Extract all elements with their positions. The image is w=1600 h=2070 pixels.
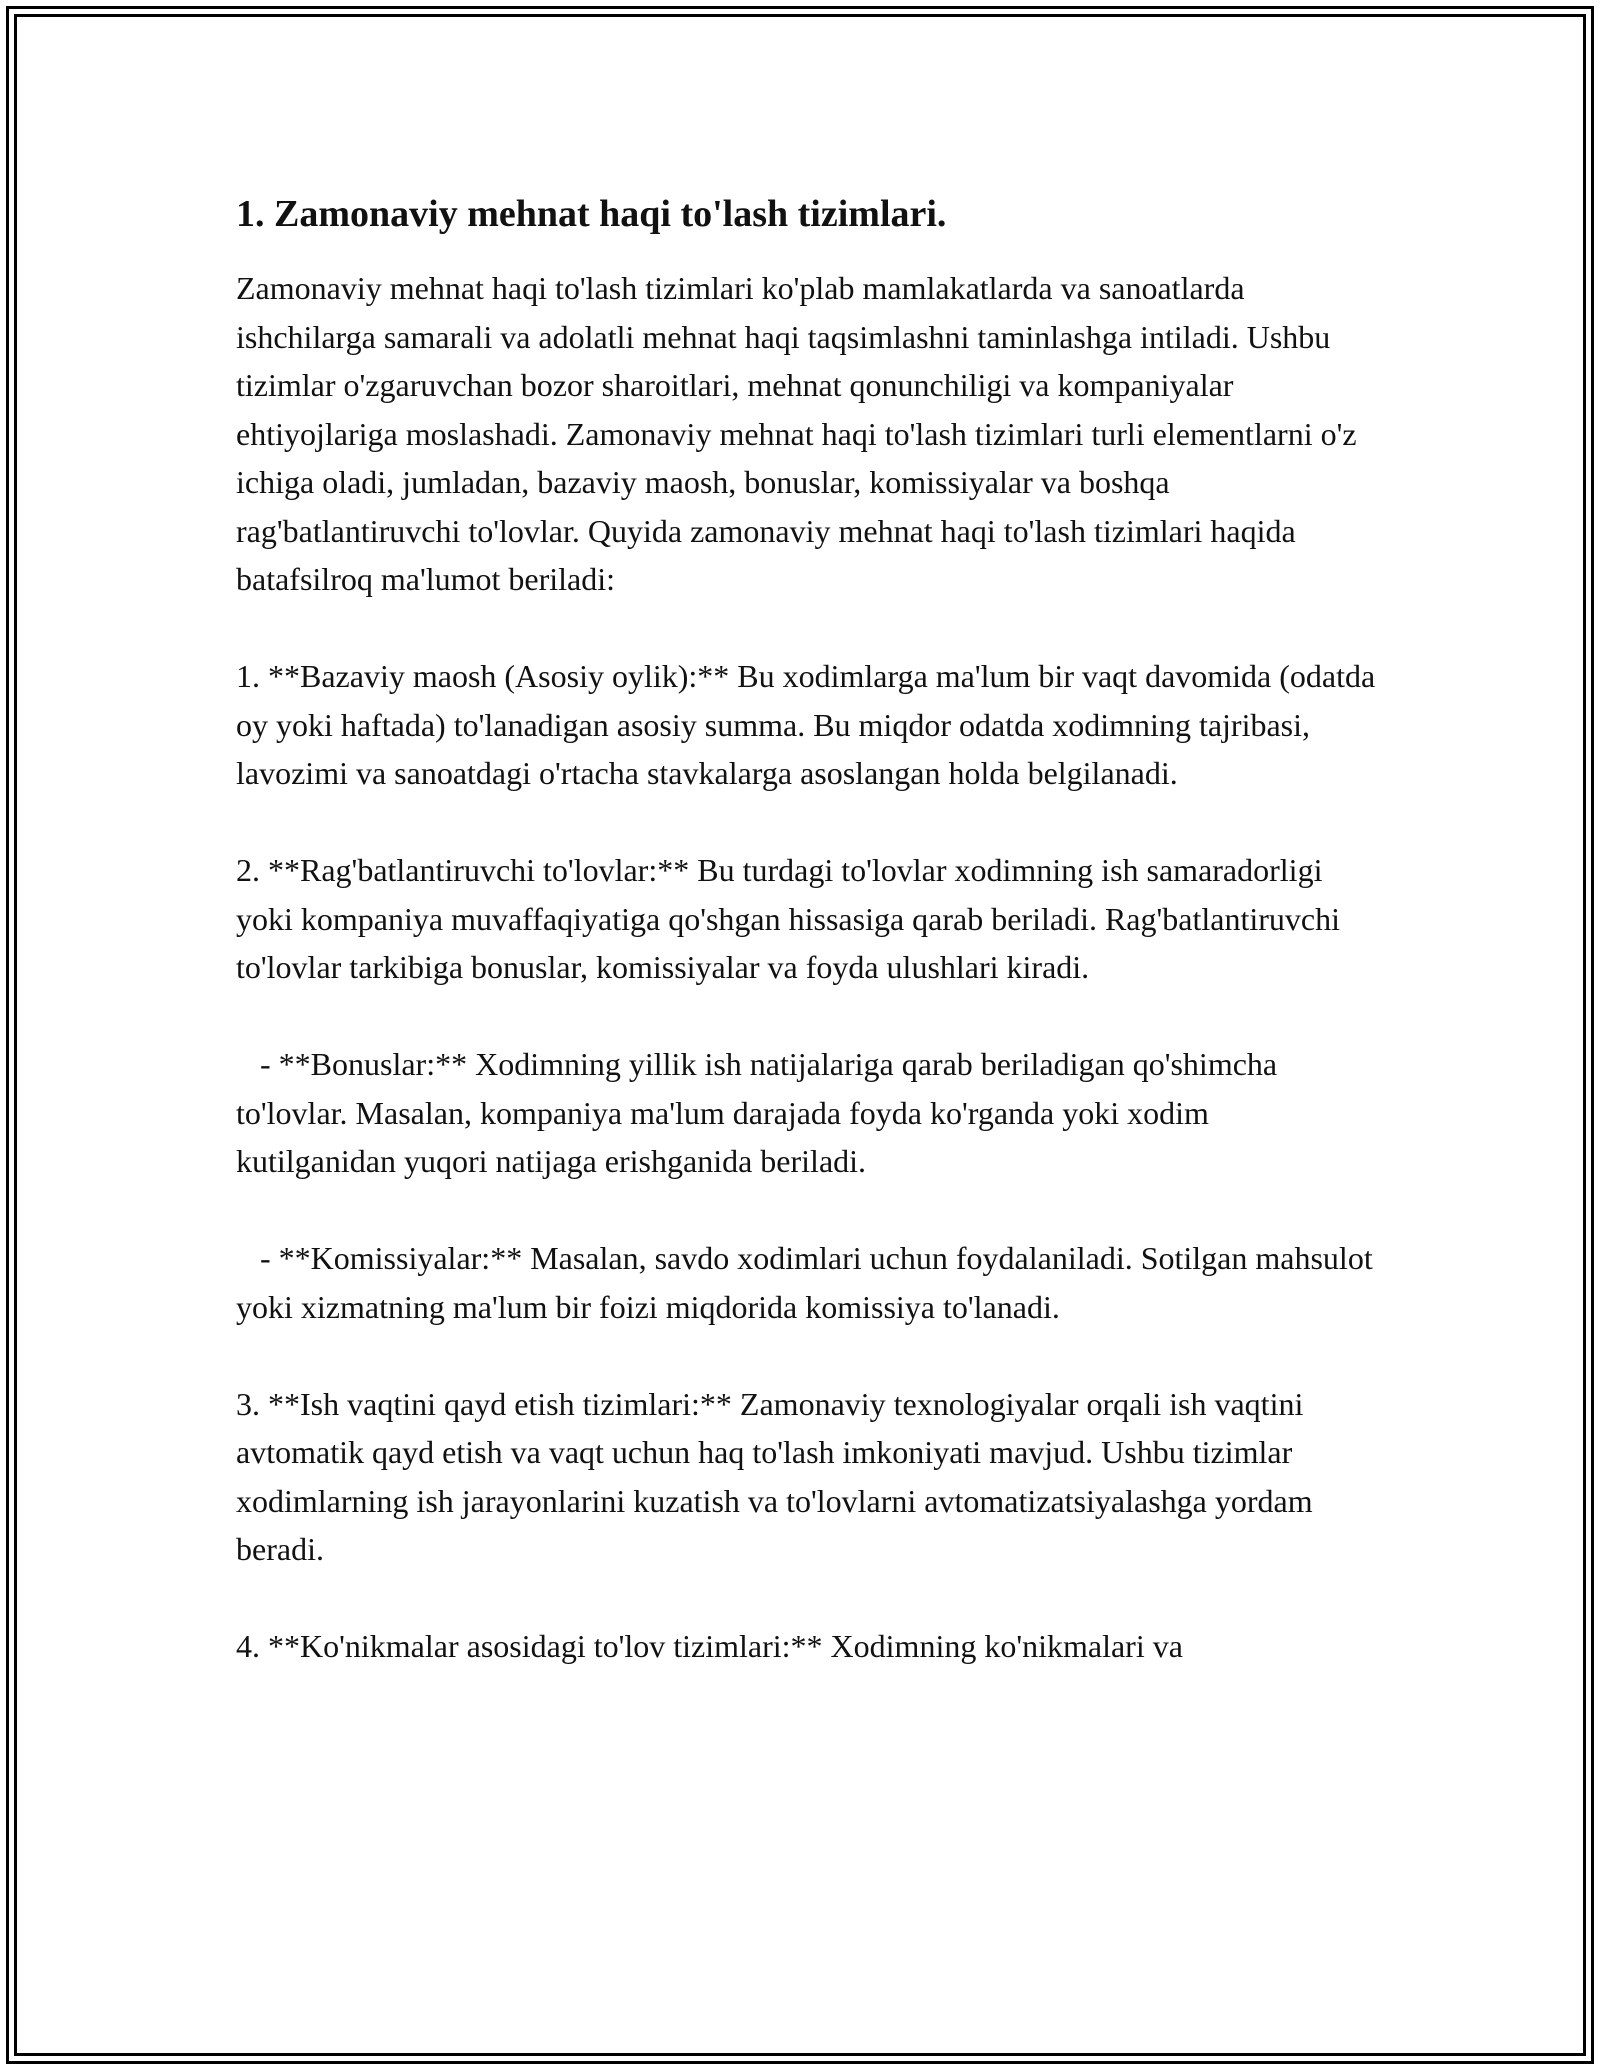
subitem-bonuslar: - **Bonuslar:** Xodimning yillik ish natijalariga qarab beriladigan qo'shimcha to'lovlar. Masalan, kompaniya ma'lum darajada foyda ko'rganda yoki xodim kutilganidan yuqori natijaga erishganida beriladi. <box>236 1046 1286 1179</box>
item-4-konikmalar-asosidagi: 4. **Ko'nikmalar asosidagi to'lov tizimlari:** Xodimning ko'nikmalari va <box>236 1628 1183 1664</box>
item-1-bazaviy-maosh: 1. **Bazaviy maosh (Asosiy oylik):** Bu xodimlarga ma'lum bir vaqt davomida (odatda oy yoki haftada) to'lanadigan asosiy summa. Bu miqdor odatda xodimning tajribasi, lavozimi va sanoatdagi o'rtacha stavkalarga asoslangan holda belgilanadi. <box>236 658 1384 791</box>
document-title: 1. Zamonaviy mehnat haqi to'lash tizimlari. <box>236 193 947 235</box>
intro-paragraph: Zamonaviy mehnat haqi to'lash tizimlari ko'plab mamlakatlarda va sanoatlarda ishchilarga samarali va adolatli mehnat haqi taqsimlashni taminlashga intiladi. Ushbu tizimlar o'zgaruvchan bozor sharoitlari, mehnat qonunchiligi va kompaniyalar ehtiyojlariga moslashadi. Zamonaviy mehnat haqi to'lash tizimlari turli elementlarni o'z ichiga oladi, jumladan, bazaviy maosh, bonuslar, komissiyalar va boshqa rag'batlantiruvchi to'lovlar. Quyida zamonaviy mehnat haqi to'lash tizimlari haqida batafsilroq ma'lumot beriladi: <box>236 270 1365 597</box>
item-3-ish-vaqtini-qayd-etish: 3. **Ish vaqtini qayd etish tizimlari:** Zamonaviy texnologiyalar orqali ish vaqtini avtomatik qayd etish va vaqt uchun haq to'lash imkoniyati mavjud. Ushbu tizimlar xodimlarning ish jarayonlarini kuzatish va to'lovlarni avtomatizatsiyalashga yordam beradi. <box>236 1385 1321 1567</box>
item-2-ragbatlantiruvchi-tolovlar: 2. **Rag'batlantiruvchi to'lovlar:** Bu turdagi to'lovlar xodimning ish samaradorligi yoki kompaniya muvaffaqiyatiga qo'shgan hissasiga qarab beriladi. Rag'batlantiruvchi to'lovlar tarkibiga bonuslar, komissiyalar va foyda ulushlari kiradi. <box>236 852 1348 985</box>
document-body <box>236 186 1384 1671</box>
subitem-komissiyalar: - **Komissiyalar:** Masalan, savdo xodimlari uchun foydalaniladi. Sotilgan mahsulot yoki xizmatning ma'lum bir foizi miqdorida komissiya to'lanadi. <box>236 1240 1381 1325</box>
